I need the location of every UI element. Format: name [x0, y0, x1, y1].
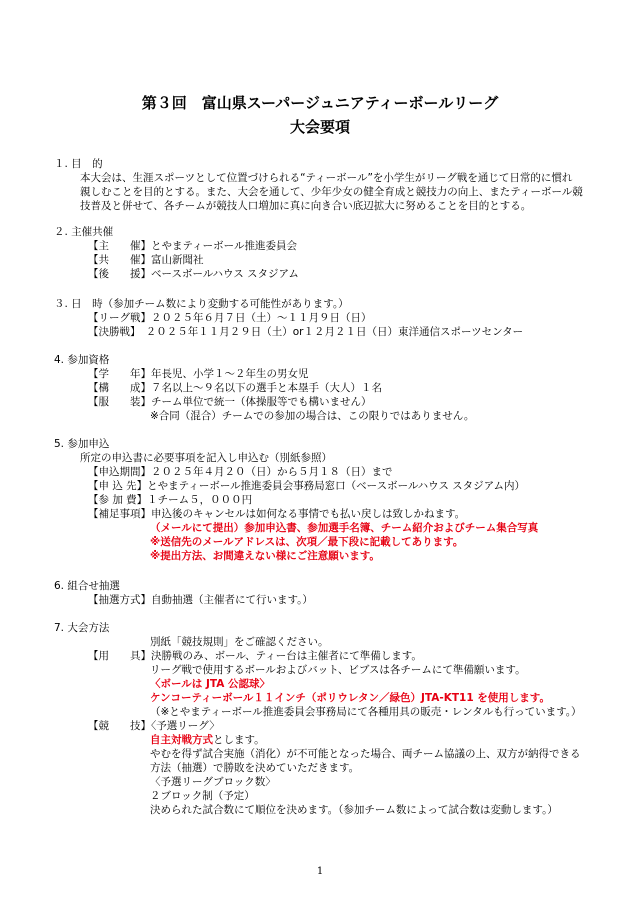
- section-organizers-heading: ２. 主催共催: [54, 226, 114, 238]
- document-subtitle: 大会要項: [289, 118, 350, 136]
- application-intro: 所定の申込書に必要事項を記入し申込む（別紙参照）: [80, 452, 332, 464]
- equipment-line: 【用 具】決勝戦のみ、ボール、ティー台は主催者にて準備します。: [88, 650, 422, 662]
- date-line: 【決勝戦】 ２０２５年１１月２９日（土）or１２月２１日（日）東洋通信スポーツセンター: [88, 326, 524, 338]
- application-red-note: （メールにて提出）参加申込書、参加選手名簿、チーム紹介およびチーム集合写真: [150, 522, 539, 534]
- self-match-method: 自主対戦方式: [150, 734, 213, 746]
- game-detail-line: 〈予選リーグブロック数〉: [150, 776, 276, 788]
- section-application-heading: 5. 参加申込: [54, 438, 110, 450]
- shop-note: （※とやまティーボール推進委員会事務局にて各種用具の販売・レンタルも行っています。）: [150, 706, 582, 718]
- eligibility-line: 【構 成】７名以上～９名以下の選手と本塁手（大人）１名: [88, 382, 382, 394]
- organizer-line: 【後 援】ベースボールハウス スタジアム: [88, 268, 299, 280]
- page-number: 1: [316, 866, 324, 877]
- game-detail-line: 方法（抽選）で勝敗を決めていただきます。: [150, 762, 360, 774]
- eligibility-line: 【学 年】年長児、小学１～２年生の男女児: [88, 368, 309, 380]
- purpose-line: 技普及と併せて、各チームが競技人口増加に真に向き合い底辺拡大に努めることを目的とする。: [80, 200, 532, 212]
- game-detail-line: ２ブロック制（予定）: [150, 790, 255, 802]
- eligibility-note: ※合同（混合）チームでの参加の場合は、この限りではありません。: [150, 410, 475, 422]
- section-purpose-heading: １. 目 的: [54, 158, 103, 170]
- application-line: 【申 込 先】とやまティーボール推進委員会事務局窓口（ベースボールハウス スタジアム内）: [88, 480, 525, 492]
- self-match-line: [150, 733, 265, 747]
- draw-line: 【抽選方式】自動抽選（主催者にて行います。）: [88, 594, 313, 606]
- application-line: 【参 加 費】１チーム５，０００円: [88, 494, 253, 506]
- document-title: 第３回 富山県スーパージュニアティーボールリーグ: [141, 94, 499, 112]
- equipment-line: リーグ戦で使用するボールおよびバット、ビブスは各チームにて準備願います。: [150, 664, 526, 676]
- self-match-suffix: とします。: [213, 734, 265, 746]
- section-dates-heading: ３. 日 時（参加チーム数により変動する可能性があります。）: [54, 298, 349, 310]
- application-red-note: ※提出方法、お間違えない様にご注意願います。: [150, 550, 380, 562]
- game-detail-line: やむを得ず試合実施（消化）が不可能となった場合、両チーム協議の上、双方が納得できる: [150, 748, 581, 760]
- purpose-line: 本大会は、生涯スポーツとして位置づけられる“ティーボール”を小学生がリーグ戦を通じて日常的に慣れ: [80, 172, 573, 184]
- game-detail-line: 決められた試合数にて順位を決めます。（参加チーム数によって試合数は変動します。）: [150, 804, 558, 816]
- application-red-note: ※送信先のメールアドレスは、次項／最下段に記載してあります。: [150, 536, 464, 548]
- game-line: 【競 技】〈予選リーグ〉: [88, 720, 220, 732]
- section-draw-heading: 6. 組合せ抽選: [54, 580, 120, 592]
- section-eligibility-heading: 4. 参加資格: [54, 354, 110, 366]
- purpose-line: 親しむことを目的とする。また、大会を通して、少年少女の健全育成と競技力の向上、またティーボール競: [80, 186, 583, 198]
- ball-red-note: ケンコーティーボール１１インチ（ポリウレタン／緑色）JTA-KT11 を使用します。: [150, 692, 550, 704]
- organizer-line: 【共 催】富山新聞社: [88, 254, 204, 266]
- date-line: 【リーグ戦】２０２５年６月７日（土）～１１月９日（日）: [88, 312, 372, 324]
- rules-note: 別紙「競技規則」をご確認ください。: [150, 636, 329, 648]
- section-method-heading: 7. 大会方法: [54, 622, 110, 634]
- eligibility-line: 【服 装】チーム単位で統一（体操服等でも構いません）: [88, 396, 372, 408]
- ball-red-note: 〈ボールは JTA 公認球〉: [150, 678, 270, 690]
- organizer-line: 【主 催】とやまティーボール推進委員会: [88, 240, 297, 252]
- application-line: 【申込期間】２０２５年４月２０（日）から５月１８（日）まで: [88, 466, 393, 478]
- application-line: 【補足事項】申込後のキャンセルは如何なる事情でも払い戻しは致しかねます。: [88, 508, 466, 520]
